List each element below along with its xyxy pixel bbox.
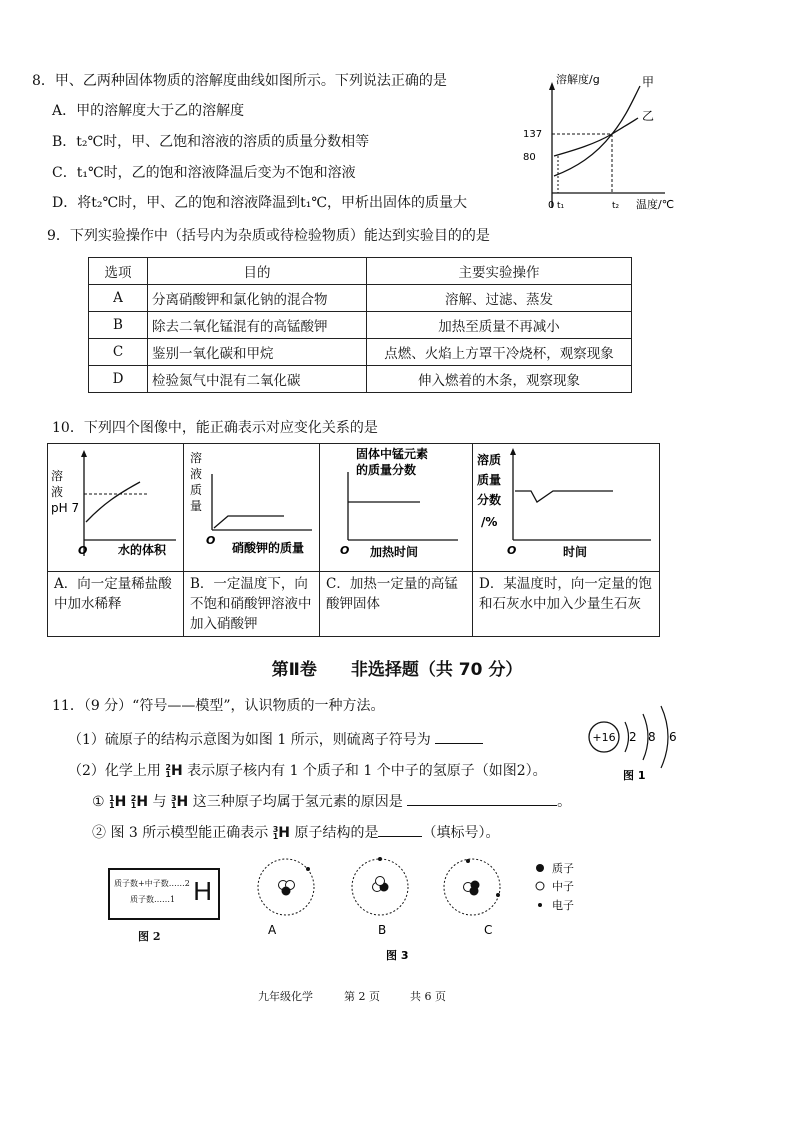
q11-part2-text-a: （2）化学上用 — [68, 763, 161, 779]
table-cell: 鉴别一氧化碳和甲烷 — [148, 339, 367, 366]
q11-answer-blank-3[interactable] — [378, 836, 422, 837]
q10a-ylabel-1: 溶 — [51, 469, 64, 483]
q10-stem: 10．下列四个图像中，能正确表示对应变化关系的是 — [52, 420, 378, 436]
fig2-label: 图 2 — [138, 930, 161, 943]
model-c-electron — [496, 893, 500, 897]
table-cell: B — [89, 312, 148, 339]
q10c-xlabel: 加热时间 — [370, 545, 419, 559]
table-cell: A — [89, 285, 148, 312]
q11-part4-text-b: 原子结构的是 — [294, 825, 379, 841]
q8-option-a: A．甲的溶解度大于乙的溶解度 — [52, 103, 245, 119]
table-cell: 除去二氧化锰混有的高锰酸钾 — [148, 312, 367, 339]
q8-ytick-137: 137 — [523, 129, 543, 140]
q11-part1 — [68, 729, 483, 749]
model-a-electron — [306, 867, 310, 871]
table-cell: 伸入燃着的木条，观察现象 — [367, 366, 632, 393]
table-cell: 加热至质量不再减小 — [367, 312, 632, 339]
q11-part4-text-c: （填标号）。 — [422, 825, 500, 841]
q11-symbol-3h-b: 3 1H — [272, 825, 291, 841]
q10-graph-d — [473, 444, 660, 572]
q9-table — [88, 257, 632, 393]
q8-xtick-t1: t₁ — [557, 201, 565, 211]
section-title: 第Ⅱ卷 非选择题（共 70 分） — [271, 660, 523, 680]
shell-3-count: 6 — [669, 730, 677, 744]
table-row — [89, 339, 632, 366]
model-b-label: B — [378, 923, 387, 937]
q10b-ylabel-4: 量 — [190, 499, 203, 513]
q11-fig1-sulfur-atom — [585, 700, 695, 785]
q11-stem: 11．（9 分）“符号——模型”，认识物质的一种方法。 — [52, 698, 385, 714]
q8-option-b: B．t₂℃时，甲、乙饱和溶液的溶质的质量分数相等 — [52, 134, 370, 150]
table-row — [89, 312, 632, 339]
q8-solubility-chart — [520, 68, 680, 218]
table-cell: 溶解、过滤、蒸发 — [367, 285, 632, 312]
q10c-ylabel-2: 的质量分数 — [356, 463, 417, 477]
q11-part3: ① 1 1H 2 1H 与 3 1H 这三种原子均属于氢元素的原因是 。 — [92, 794, 572, 810]
q10a-ylabel-2: 液 — [51, 485, 64, 499]
table-cell: D — [89, 366, 148, 393]
q11-part4 — [92, 822, 499, 842]
table-cell: C — [89, 339, 148, 366]
q11-answer-blank-2[interactable] — [407, 805, 557, 806]
q10a-ylabel-3: pH 7 — [51, 501, 80, 515]
q10-graph-b — [184, 444, 320, 572]
footer-subject: 九年级化学 — [258, 990, 313, 1003]
q10b-origin: O — [206, 534, 216, 547]
q11-symbol-1h: 1 1H — [109, 794, 127, 810]
q8-xlabel: 温度/℃ — [636, 198, 675, 211]
q9-stem: 9．下列实验操作中（括号内为杂质或待检验物质）能达到实验目的的是 — [47, 228, 490, 244]
model-c-proton — [470, 887, 479, 896]
q10c-origin: O — [340, 544, 350, 557]
q10-graph-c — [320, 444, 473, 572]
q11-part3-and: 与 — [152, 794, 167, 810]
q8-xtick-t2: t₂ — [612, 201, 620, 211]
q10d-xlabel: 时间 — [563, 545, 588, 559]
q10d-ylabel-3: 分数 — [477, 493, 502, 507]
model-a-proton — [282, 887, 291, 896]
footer-total: 共 6 页 — [410, 990, 446, 1003]
q8-ylabel: 溶解度/g — [556, 73, 600, 86]
q8-legend-yi: 乙 — [642, 109, 655, 123]
legend-proton-dot — [536, 864, 544, 872]
table-row — [89, 366, 632, 393]
q11-part2-text-b: 表示原子核内有 1 个质子和 1 个中子的氢原子（如图2）。 — [187, 763, 547, 779]
q10a-xlabel: 水的体积 — [118, 543, 167, 557]
q10c-ylabel-1: 固体中锰元素 — [356, 447, 429, 461]
q8-option-c: C．t₁℃时，乙的饱和溶液降温后变为不饱和溶液 — [52, 165, 356, 181]
q11-part1-text: （1）硫原子的结构示意图为如图 1 所示，则硫离子符号为 — [68, 732, 431, 748]
q11-fig2-box — [108, 868, 220, 920]
shell-1-count: 2 — [629, 730, 637, 744]
model-b-neutron — [376, 877, 385, 886]
q10-graph-a — [48, 444, 184, 572]
table-cell: 点燃、火焰上方罩干冷烧杯，观察现象 — [367, 339, 632, 366]
q11-symbol-3h: 3 1H — [170, 794, 189, 810]
q8-ytick-80: 80 — [523, 152, 536, 163]
q8-xtick-0: 0 — [548, 200, 555, 211]
q11-part4-text-a: ② 图 3 所示模型能正确表示 — [92, 825, 269, 841]
q10b-ylabel-1: 溶 — [190, 451, 203, 465]
fig2-line2: 质子数……1 — [130, 895, 176, 904]
q8-option-d: D．将t₂℃时，甲、乙的饱和溶液降温到t₁℃，甲析出固体的质量大 — [52, 195, 468, 211]
q11-symbol-2h-b: 2 1H — [130, 794, 149, 810]
q10-caption-b: B．一定温度下，向不饱和硝酸钾溶液中加入硝酸钾 — [190, 576, 312, 632]
fig2-line1: 质子数+中子数……2 — [114, 879, 190, 888]
model-b-electron — [378, 857, 382, 861]
q10-caption-d: D．某温度时，向一定量的饱和石灰水中加入少量生石灰 — [479, 576, 652, 612]
legend-neutron-dot — [536, 882, 544, 890]
q10b-ylabel-2: 液 — [190, 467, 203, 481]
model-c-electron — [466, 859, 470, 863]
q10b-xlabel: 硝酸钾的质量 — [232, 541, 305, 555]
q11-part2 — [68, 760, 547, 780]
q11-symbol-2h: 2 1H — [165, 763, 183, 779]
legend-electron: 电子 — [552, 899, 574, 912]
q11-fig3-models — [250, 855, 590, 965]
q10a-origin: O — [78, 544, 88, 557]
table-header: 主要实验操作 — [367, 258, 632, 285]
q10d-ylabel-4: /% — [481, 515, 498, 529]
legend-proton: 质子 — [552, 862, 574, 875]
q11-part3-text: 这三种原子均属于氢元素的原因是 — [192, 794, 403, 810]
table-header-row — [89, 258, 632, 285]
q10d-ylabel-2: 质量 — [477, 473, 502, 487]
table-row — [89, 285, 632, 312]
table-cell: 分离硝酸钾和氯化钠的混合物 — [148, 285, 367, 312]
q10-graph-table — [47, 443, 660, 637]
q10d-ylabel-1: 溶质 — [477, 453, 502, 467]
model-a-label: A — [268, 923, 277, 937]
legend-electron-dot — [538, 903, 542, 907]
fig1-label: 图 1 — [623, 769, 646, 782]
q10b-ylabel-3: 质 — [190, 483, 203, 497]
q8-legend-jia: 甲 — [642, 75, 655, 89]
fig3-label: 图 3 — [386, 949, 409, 962]
q11-answer-blank-1[interactable] — [435, 743, 483, 744]
table-header: 选项 — [89, 258, 148, 285]
footer-page: 第 2 页 — [344, 990, 380, 1003]
fig2-symbol: H — [193, 876, 212, 906]
q10-caption-a: A．向一定量稀盐酸中加水稀释 — [54, 576, 172, 612]
q10-caption-c: C．加热一定量的高锰酸钾固体 — [326, 576, 458, 612]
table-cell: 检验氮气中混有二氧化碳 — [148, 366, 367, 393]
q11-part3-num: ① — [92, 794, 105, 810]
q8-stem: 8．甲、乙两种固体物质的溶解度曲线如图所示。下列说法正确的是 — [32, 73, 447, 89]
model-c-label: C — [484, 923, 493, 937]
shell-2-count: 8 — [648, 730, 656, 744]
nucleus-charge: +16 — [592, 731, 616, 744]
q10d-origin: O — [507, 544, 517, 557]
legend-neutron: 中子 — [552, 880, 574, 893]
table-header: 目的 — [148, 258, 367, 285]
q8-curve-jia — [554, 86, 640, 176]
